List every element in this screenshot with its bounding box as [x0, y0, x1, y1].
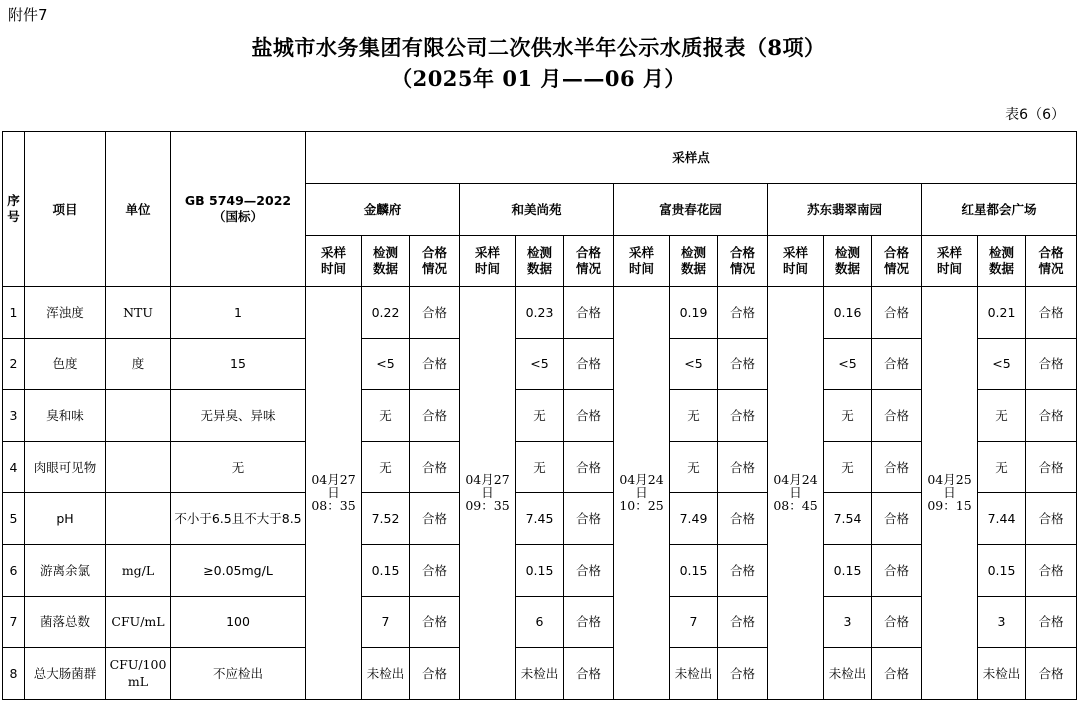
- test-result: 合格: [718, 544, 768, 596]
- test-value: 7.44: [978, 493, 1026, 545]
- test-value: 0.15: [362, 544, 410, 596]
- test-value: <5: [670, 338, 718, 390]
- test-result: 合格: [564, 493, 614, 545]
- test-value: 0.16: [824, 287, 872, 339]
- test-value: 3: [824, 596, 872, 648]
- test-result: 合格: [564, 338, 614, 390]
- header-sub-time-label: 采样时间: [782, 245, 808, 276]
- test-result: 合格: [718, 596, 768, 648]
- header-sub-data: [824, 236, 872, 287]
- test-result: 合格: [564, 544, 614, 596]
- test-result: 合格: [410, 648, 460, 700]
- test-result: 合格: [872, 648, 922, 700]
- header-sub-time: [922, 236, 978, 287]
- test-result: 合格: [410, 493, 460, 545]
- report-title: 盐城市水务集团有限公司二次供水半年公示水质报表（8项）: [251, 35, 826, 60]
- water-quality-table: [2, 131, 1077, 700]
- table-row: [3, 338, 1077, 390]
- test-value: <5: [362, 338, 410, 390]
- test-value: 无: [670, 441, 718, 493]
- test-value: 无: [824, 441, 872, 493]
- row-unit: [106, 390, 171, 442]
- test-result: 合格: [872, 596, 922, 648]
- row-item: pH: [25, 493, 106, 545]
- test-value: 0.23: [516, 287, 564, 339]
- test-result: 合格: [1026, 648, 1077, 700]
- test-result: 合格: [872, 441, 922, 493]
- test-value: 未检出: [978, 648, 1026, 700]
- sampling-time: [614, 287, 670, 700]
- header-item: 项目: [25, 132, 106, 287]
- test-result: 合格: [410, 287, 460, 339]
- table-number: 表6（6）: [1005, 107, 1065, 123]
- test-result: 合格: [872, 287, 922, 339]
- header-sub-data-label: 检测数据: [988, 245, 1014, 276]
- header-sub-data-label: 检测数据: [834, 245, 860, 276]
- test-value: 未检出: [362, 648, 410, 700]
- header-sub-result: [410, 236, 460, 287]
- row-seq: 6: [3, 544, 25, 596]
- header-seq: [3, 132, 25, 287]
- site-name: 富贵春花园: [614, 184, 768, 236]
- header-sub-result: [718, 236, 768, 287]
- test-value: 无: [978, 441, 1026, 493]
- test-value: 0.15: [670, 544, 718, 596]
- test-value: 无: [362, 441, 410, 493]
- header-sub-result: [1026, 236, 1077, 287]
- table-row: [3, 287, 1077, 339]
- test-result: 合格: [410, 338, 460, 390]
- header-standard-note: （国标）: [212, 209, 263, 224]
- row-unit: mg/L: [106, 544, 171, 596]
- test-result: 合格: [564, 596, 614, 648]
- test-value: 6: [516, 596, 564, 648]
- test-result: 合格: [718, 648, 768, 700]
- test-value: <5: [516, 338, 564, 390]
- row-standard: ≥0.05mg/L: [171, 544, 306, 596]
- row-item: 肉眼可见物: [25, 441, 106, 493]
- test-value: 7.54: [824, 493, 872, 545]
- row-standard: 不应检出: [171, 648, 306, 700]
- header-sub-data-label: 检测数据: [680, 245, 706, 276]
- row-standard: 1: [171, 287, 306, 339]
- sampling-date: 04月27日: [465, 472, 510, 501]
- test-value: 3: [978, 596, 1026, 648]
- header-unit: 单位: [106, 132, 171, 287]
- row-unit: NTU: [106, 287, 171, 339]
- row-item: 菌落总数: [25, 596, 106, 648]
- header-sub-data: [362, 236, 410, 287]
- row-seq: 2: [3, 338, 25, 390]
- test-result: 合格: [564, 648, 614, 700]
- header-sub-time: [306, 236, 362, 287]
- test-result: 合格: [1026, 338, 1077, 390]
- test-result: 合格: [1026, 441, 1077, 493]
- test-value: 无: [516, 390, 564, 442]
- test-value: 7.49: [670, 493, 718, 545]
- header-sub-result: [872, 236, 922, 287]
- header-sampling-points: 采样点: [306, 132, 1077, 184]
- test-value: 0.19: [670, 287, 718, 339]
- header-sub-time: [768, 236, 824, 287]
- row-seq: 5: [3, 493, 25, 545]
- header-sub-data: [516, 236, 564, 287]
- header-sub-result-label: 合格情况: [1038, 245, 1064, 276]
- row-unit: [106, 493, 171, 545]
- row-standard: 15: [171, 338, 306, 390]
- test-result: 合格: [872, 338, 922, 390]
- table-row: [3, 493, 1077, 545]
- header-sub-time-label: 采样时间: [474, 245, 500, 276]
- sampling-time: [306, 287, 362, 700]
- test-value: 未检出: [670, 648, 718, 700]
- test-result: 合格: [718, 390, 768, 442]
- header-row-1: [3, 132, 1077, 184]
- site-name: 和美尚苑: [460, 184, 614, 236]
- test-value: 无: [362, 390, 410, 442]
- attachment-label: 附件7: [8, 6, 48, 24]
- header-sub-data: [670, 236, 718, 287]
- test-value: 0.22: [362, 287, 410, 339]
- row-unit: [106, 441, 171, 493]
- row-seq: 1: [3, 287, 25, 339]
- header-sub-result-label: 合格情况: [883, 245, 909, 276]
- test-value: 7.45: [516, 493, 564, 545]
- sampling-time: [768, 287, 824, 700]
- sampling-date: 04月25日: [927, 472, 972, 501]
- row-seq: 8: [3, 648, 25, 700]
- sampling-clock: 09：35: [465, 498, 510, 514]
- test-value: 无: [824, 390, 872, 442]
- test-result: 合格: [1026, 493, 1077, 545]
- test-result: 合格: [718, 338, 768, 390]
- test-value: 7: [670, 596, 718, 648]
- test-result: 合格: [410, 390, 460, 442]
- test-result: 合格: [872, 493, 922, 545]
- site-name: 苏东翡翠南园: [768, 184, 922, 236]
- sampling-date: 04月24日: [773, 472, 818, 501]
- row-standard: 无异臭、异味: [171, 390, 306, 442]
- test-result: 合格: [410, 596, 460, 648]
- header-standard: [171, 132, 306, 287]
- row-standard: 不小于6.5且不大于8.5: [171, 493, 306, 545]
- test-result: 合格: [410, 441, 460, 493]
- test-result: 合格: [564, 390, 614, 442]
- test-result: 合格: [564, 287, 614, 339]
- test-value: <5: [978, 338, 1026, 390]
- sampling-date: 04月27日: [311, 472, 356, 501]
- table-row: [3, 441, 1077, 493]
- header-sub-result-label: 合格情况: [729, 245, 755, 276]
- header-sub-time-label: 采样时间: [628, 245, 654, 276]
- sampling-clock: 08：45: [773, 498, 818, 514]
- test-result: 合格: [1026, 596, 1077, 648]
- row-item: 浑浊度: [25, 287, 106, 339]
- row-item: 色度: [25, 338, 106, 390]
- header-sub-data-label: 检测数据: [372, 245, 398, 276]
- report-period: （2025年 01 月——06 月）: [391, 66, 686, 91]
- header-sub-time: [460, 236, 516, 287]
- row-item: 游离余氯: [25, 544, 106, 596]
- table-row: [3, 544, 1077, 596]
- header-sub-result-label: 合格情况: [421, 245, 447, 276]
- test-result: 合格: [564, 441, 614, 493]
- sampling-clock: 09：15: [927, 498, 972, 514]
- test-result: 合格: [718, 441, 768, 493]
- row-standard: 无: [171, 441, 306, 493]
- test-value: 未检出: [516, 648, 564, 700]
- test-value: 7.52: [362, 493, 410, 545]
- row-unit: CFU/100mL: [106, 648, 171, 700]
- header-sub-data-label: 检测数据: [526, 245, 552, 276]
- test-result: 合格: [1026, 544, 1077, 596]
- test-value: 0.15: [824, 544, 872, 596]
- row-unit: 度: [106, 338, 171, 390]
- row-item: 臭和味: [25, 390, 106, 442]
- test-result: 合格: [718, 287, 768, 339]
- row-standard: 100: [171, 596, 306, 648]
- header-sub-result-label: 合格情况: [575, 245, 601, 276]
- test-result: 合格: [410, 544, 460, 596]
- test-value: 无: [516, 441, 564, 493]
- row-seq: 7: [3, 596, 25, 648]
- row-seq: 3: [3, 390, 25, 442]
- sampling-date: 04月24日: [619, 472, 664, 501]
- test-value: 7: [362, 596, 410, 648]
- test-value: 无: [978, 390, 1026, 442]
- header-sub-time: [614, 236, 670, 287]
- table-row: [3, 390, 1077, 442]
- row-seq: 4: [3, 441, 25, 493]
- sampling-time: [922, 287, 978, 700]
- header-sub-time-label: 采样时间: [320, 245, 346, 276]
- row-unit: CFU/mL: [106, 596, 171, 648]
- test-value: 无: [670, 390, 718, 442]
- test-value: <5: [824, 338, 872, 390]
- table-row: [3, 596, 1077, 648]
- header-sub-data: [978, 236, 1026, 287]
- test-value: 未检出: [824, 648, 872, 700]
- site-name: 金麟府: [306, 184, 460, 236]
- test-result: 合格: [872, 390, 922, 442]
- header-sub-result: [564, 236, 614, 287]
- test-result: 合格: [1026, 390, 1077, 442]
- header-sub-time-label: 采样时间: [936, 245, 962, 276]
- sampling-clock: 10：25: [619, 498, 664, 514]
- test-value: 0.21: [978, 287, 1026, 339]
- sampling-clock: 08：35: [311, 498, 356, 514]
- header-seq-label: 序号: [7, 193, 20, 224]
- header-standard-code: GB 5749—2022: [184, 193, 292, 208]
- test-result: 合格: [718, 493, 768, 545]
- test-result: 合格: [872, 544, 922, 596]
- test-result: 合格: [1026, 287, 1077, 339]
- site-name: 红星都会广场: [922, 184, 1077, 236]
- sampling-time: [460, 287, 516, 700]
- table-row: [3, 648, 1077, 700]
- test-value: 0.15: [516, 544, 564, 596]
- test-value: 0.15: [978, 544, 1026, 596]
- row-item: 总大肠菌群: [25, 648, 106, 700]
